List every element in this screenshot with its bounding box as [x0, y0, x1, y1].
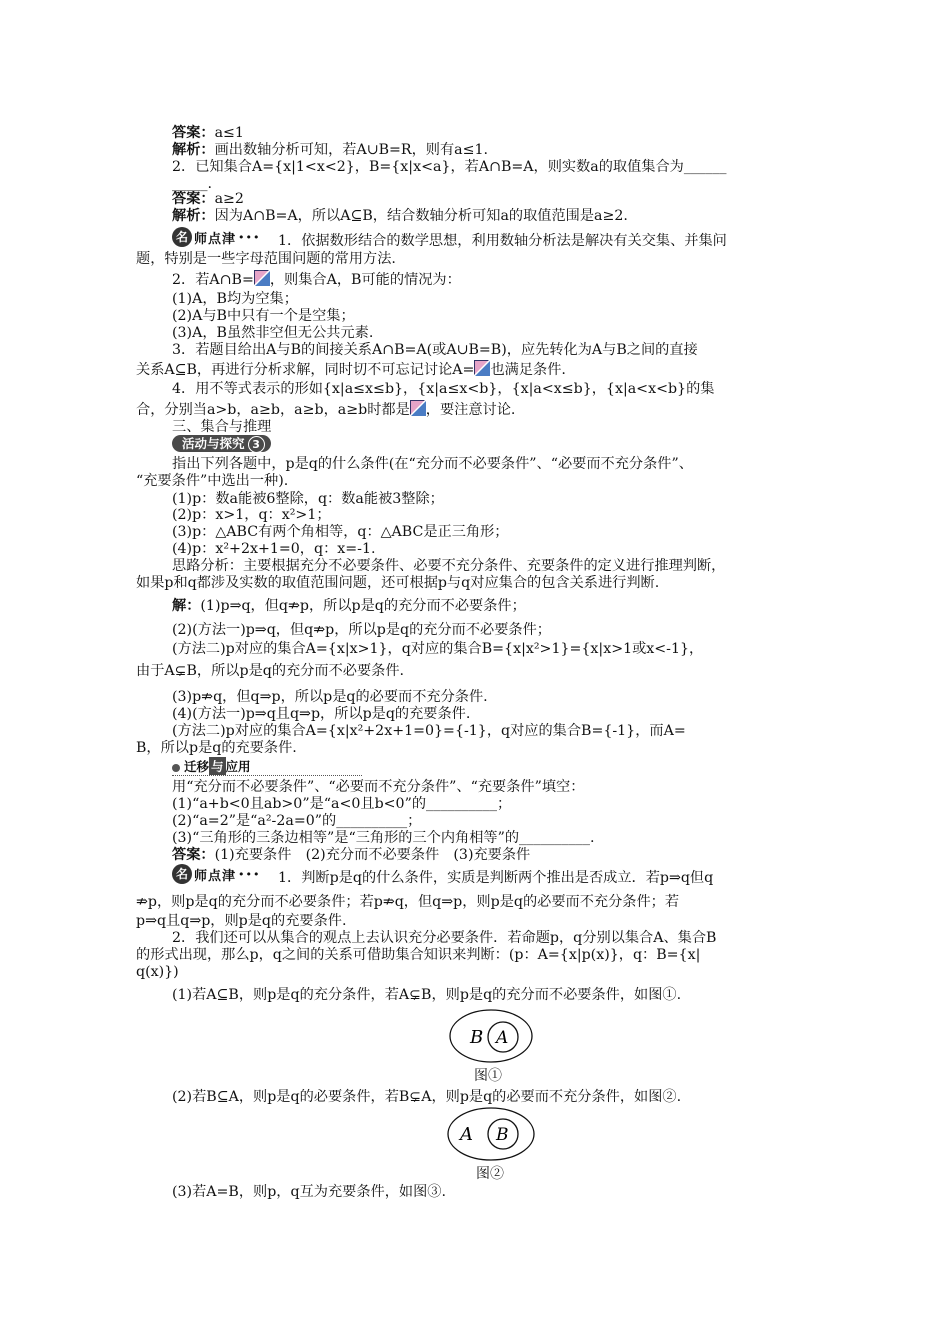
venn-1-outer-label: B	[470, 1027, 484, 1048]
venn-2-outer-label: A	[460, 1124, 473, 1145]
figure-2-caption: 图②	[476, 1166, 504, 1182]
exercise-intro: 用“充分而不必要条件”、“必要而不充分条件”、“充要条件”填空：	[172, 779, 585, 795]
analysis-2: 解析：因为A∩B=A，所以A⊆B，结合数轴分析可知a的取值范围是a≥2.	[172, 208, 628, 224]
question-2-blank: _____.	[172, 176, 212, 192]
solution-4a: (4)(方法一)p⇒q且q⇒p，所以p是q的充要条件.	[172, 706, 471, 722]
exercise-1: (1)“a+b<0且ab>0”是“a<0且b<0”的__________；	[172, 796, 512, 812]
tip-b-2-case-1: (1)若A⊆B，则p是q的充分条件，若A⊊B，则p是q的充分而不必要条件，如图①.	[172, 987, 682, 1003]
solution-2c: 由于A⊊B，所以p是q的充分而不必要条件.	[136, 663, 405, 679]
tip-3-line1: 3．若题目给出A与B的间接关系A∩B=A(或A∪B=B)，应先转化为A与B之间的直接	[172, 342, 698, 358]
venn-1-inner-label: A	[496, 1028, 509, 1048]
tip-4-line2	[136, 400, 515, 419]
solution-3: (3)p⇏q，但q⇒p，所以p是q的必要而不充分条件.	[172, 689, 488, 705]
answer-2: 答案：a≥2	[172, 191, 244, 207]
practice-title-yu: 与	[211, 759, 224, 774]
analysis-line2: 如果p和q都涉及实数的取值范围问题，还可根据p与q对应集合的包含关系进行判断.	[136, 575, 660, 591]
practice-title-a: 迁移	[184, 759, 210, 774]
question-2: 2．已知集合A={x|1<x<2}，B={x|x<a}，若A∩B=A，则实数a的取值集合为______	[172, 159, 727, 175]
mingshi-dots: •••	[238, 867, 261, 881]
tip-b-2-line1: 2．我们还可以从集合的观点上去认识充分必要条件．若命题p，q分别以集合A、集合B	[172, 930, 717, 946]
empty-set-icon	[474, 360, 490, 376]
mingshi-banner	[172, 865, 260, 883]
mingshi-dots: •••	[238, 230, 261, 244]
problem-line1: 指出下列各题中，p是q的什么条件(在“充分而不必要条件”、“必要而不充分条件”、	[172, 456, 693, 472]
venn-diagram-2	[446, 1106, 536, 1162]
bullet-dot-icon	[172, 764, 180, 772]
venn-2-inner-label: B	[496, 1125, 509, 1145]
tip-b-2-line2: 的形式出现，那么p，q之间的关系可借助集合知识来判断：(p：A={x|p(x)}，q：B={x|	[136, 947, 701, 963]
problem-item-4: (4)p：x²+2x+1=0，q：x=-1.	[172, 541, 376, 557]
tip-4-line1: 4．用不等式表示的形如{x|a≤x≤b}，{x|a≤x<b}，{x|a<x≤b}，{x|a<x<b}的集	[172, 381, 715, 397]
empty-set-icon	[254, 270, 270, 286]
tip-b-2-case-2: (2)若B⊆A，则p是q的必要条件，若B⊊A，则p是q的必要而不充分条件，如图②.	[172, 1089, 682, 1105]
solution-4c: B，所以p是q的充要条件.	[136, 740, 297, 756]
tip-2-case-2: (2)A与B中只有一个是空集；	[172, 308, 355, 324]
tip-1-line2: 题，特别是一些字母范围问题的常用方法.	[136, 251, 396, 267]
solution-2b: (方法二)p对应的集合A={x|x>1}，q对应的集合B={x|x²>1}={x|x>1或x<-1}，	[172, 641, 704, 657]
problem-line2: “充要条件”中选出一种).	[136, 473, 289, 489]
tip-b-1-line1: 1．判断p是q的什么条件，实质是判断两个推出是否成立．若p⇒q但q	[278, 870, 714, 886]
solution-1: 解：(1)p⇒q，但q⇏p，所以p是q的充分而不必要条件；	[172, 598, 526, 614]
problem-item-1: (1)p：数a能被6整除，q：数a能被3整除；	[172, 491, 444, 507]
tip-b-1-line2: ⇏p，则p是q的充分而不必要条件；若p⇏q，但q⇒p，则p是q的必要而不充分条件；若	[136, 894, 680, 910]
exercise-answer: 答案：(1)充要条件 (2)充分而不必要条件 (3)充要条件	[172, 847, 531, 863]
empty-set-icon	[410, 400, 426, 416]
analysis-line1: 思路分析：主要根据充分不必要条件、必要不充分条件、充要条件的定义进行推理判断，	[172, 558, 726, 574]
tip-3-part-b: 也满足条件.	[490, 362, 566, 378]
activity-number: 3	[248, 436, 265, 453]
tip-b-2-case-3: (3)若A=B，则p，q互为充要条件，如图③.	[172, 1184, 446, 1200]
section-heading: 三、集合与推理	[172, 419, 272, 435]
tip-4-part-b: ，要注意讨论.	[425, 402, 516, 418]
problem-item-2: (2)p：x>1，q：x²>1；	[172, 507, 331, 523]
tip-2-case-1: (1)A，B均为空集；	[172, 291, 298, 307]
solution-2a: (2)(方法一)p⇒q，但q⇏p，所以p是q的充分而不必要条件；	[172, 622, 551, 638]
exercise-3: (3)“三角形的三条边相等”是“三角形的三个内角相等”的__________.	[172, 830, 595, 846]
tip-4-part-a: 合，分别当a>b，a≥b，a≥b，a≥b时都是	[136, 402, 410, 418]
figure-1-caption: 图①	[474, 1068, 502, 1084]
tip-3-line2	[136, 360, 566, 379]
tip-2-line	[172, 270, 461, 289]
mingshi-title: 师点津	[194, 868, 237, 884]
activity-banner	[172, 435, 271, 452]
practice-title-b: 应用	[225, 759, 251, 774]
answer-1: 答案：a≤1	[172, 125, 244, 141]
exercise-2: (2)“a=2”是“a²-2a=0”的__________；	[172, 813, 422, 829]
tip-2-case-3: (3)A，B虽然非空但无公共元素.	[172, 325, 374, 341]
tip-b-2-line3: q(x)})	[136, 964, 179, 980]
mingshi-title: 师点津	[194, 231, 237, 247]
tip-b-1-line3: p⇒q且q⇒p，则p是q的充要条件.	[136, 913, 347, 929]
tip-2-part-b: ，则集合A，B可能的情况为：	[269, 272, 461, 288]
mingshi-badge: 名	[172, 864, 192, 884]
mingshi-badge: 名	[172, 227, 192, 247]
tip-1-line1: 1．依据数形结合的数学思想，利用数轴分析法是解决有关交集、并集问	[278, 233, 727, 249]
tip-3-part-a: 关系A⊆B，再进行分析求解，同时切不可忘记讨论A=	[136, 362, 475, 378]
problem-item-3: (3)p：△ABC有两个角相等，q：△ABC是正三角形；	[172, 524, 509, 540]
analysis-1: 解析：画出数轴分析可知，若A∪B=R，则有a≤1.	[172, 142, 489, 158]
mingshi-banner	[172, 228, 260, 246]
venn-diagram-1	[448, 1008, 534, 1064]
dotted-divider	[172, 775, 362, 776]
tip-2-part-a: 2．若A∩B=	[172, 272, 254, 288]
solution-4b: (方法二)p对应的集合A={x|x²+2x+1=0}={-1}，q对应的集合B={-1}，而A=	[172, 723, 686, 739]
practice-banner	[172, 757, 251, 775]
activity-title: 活动与探究	[182, 436, 245, 451]
